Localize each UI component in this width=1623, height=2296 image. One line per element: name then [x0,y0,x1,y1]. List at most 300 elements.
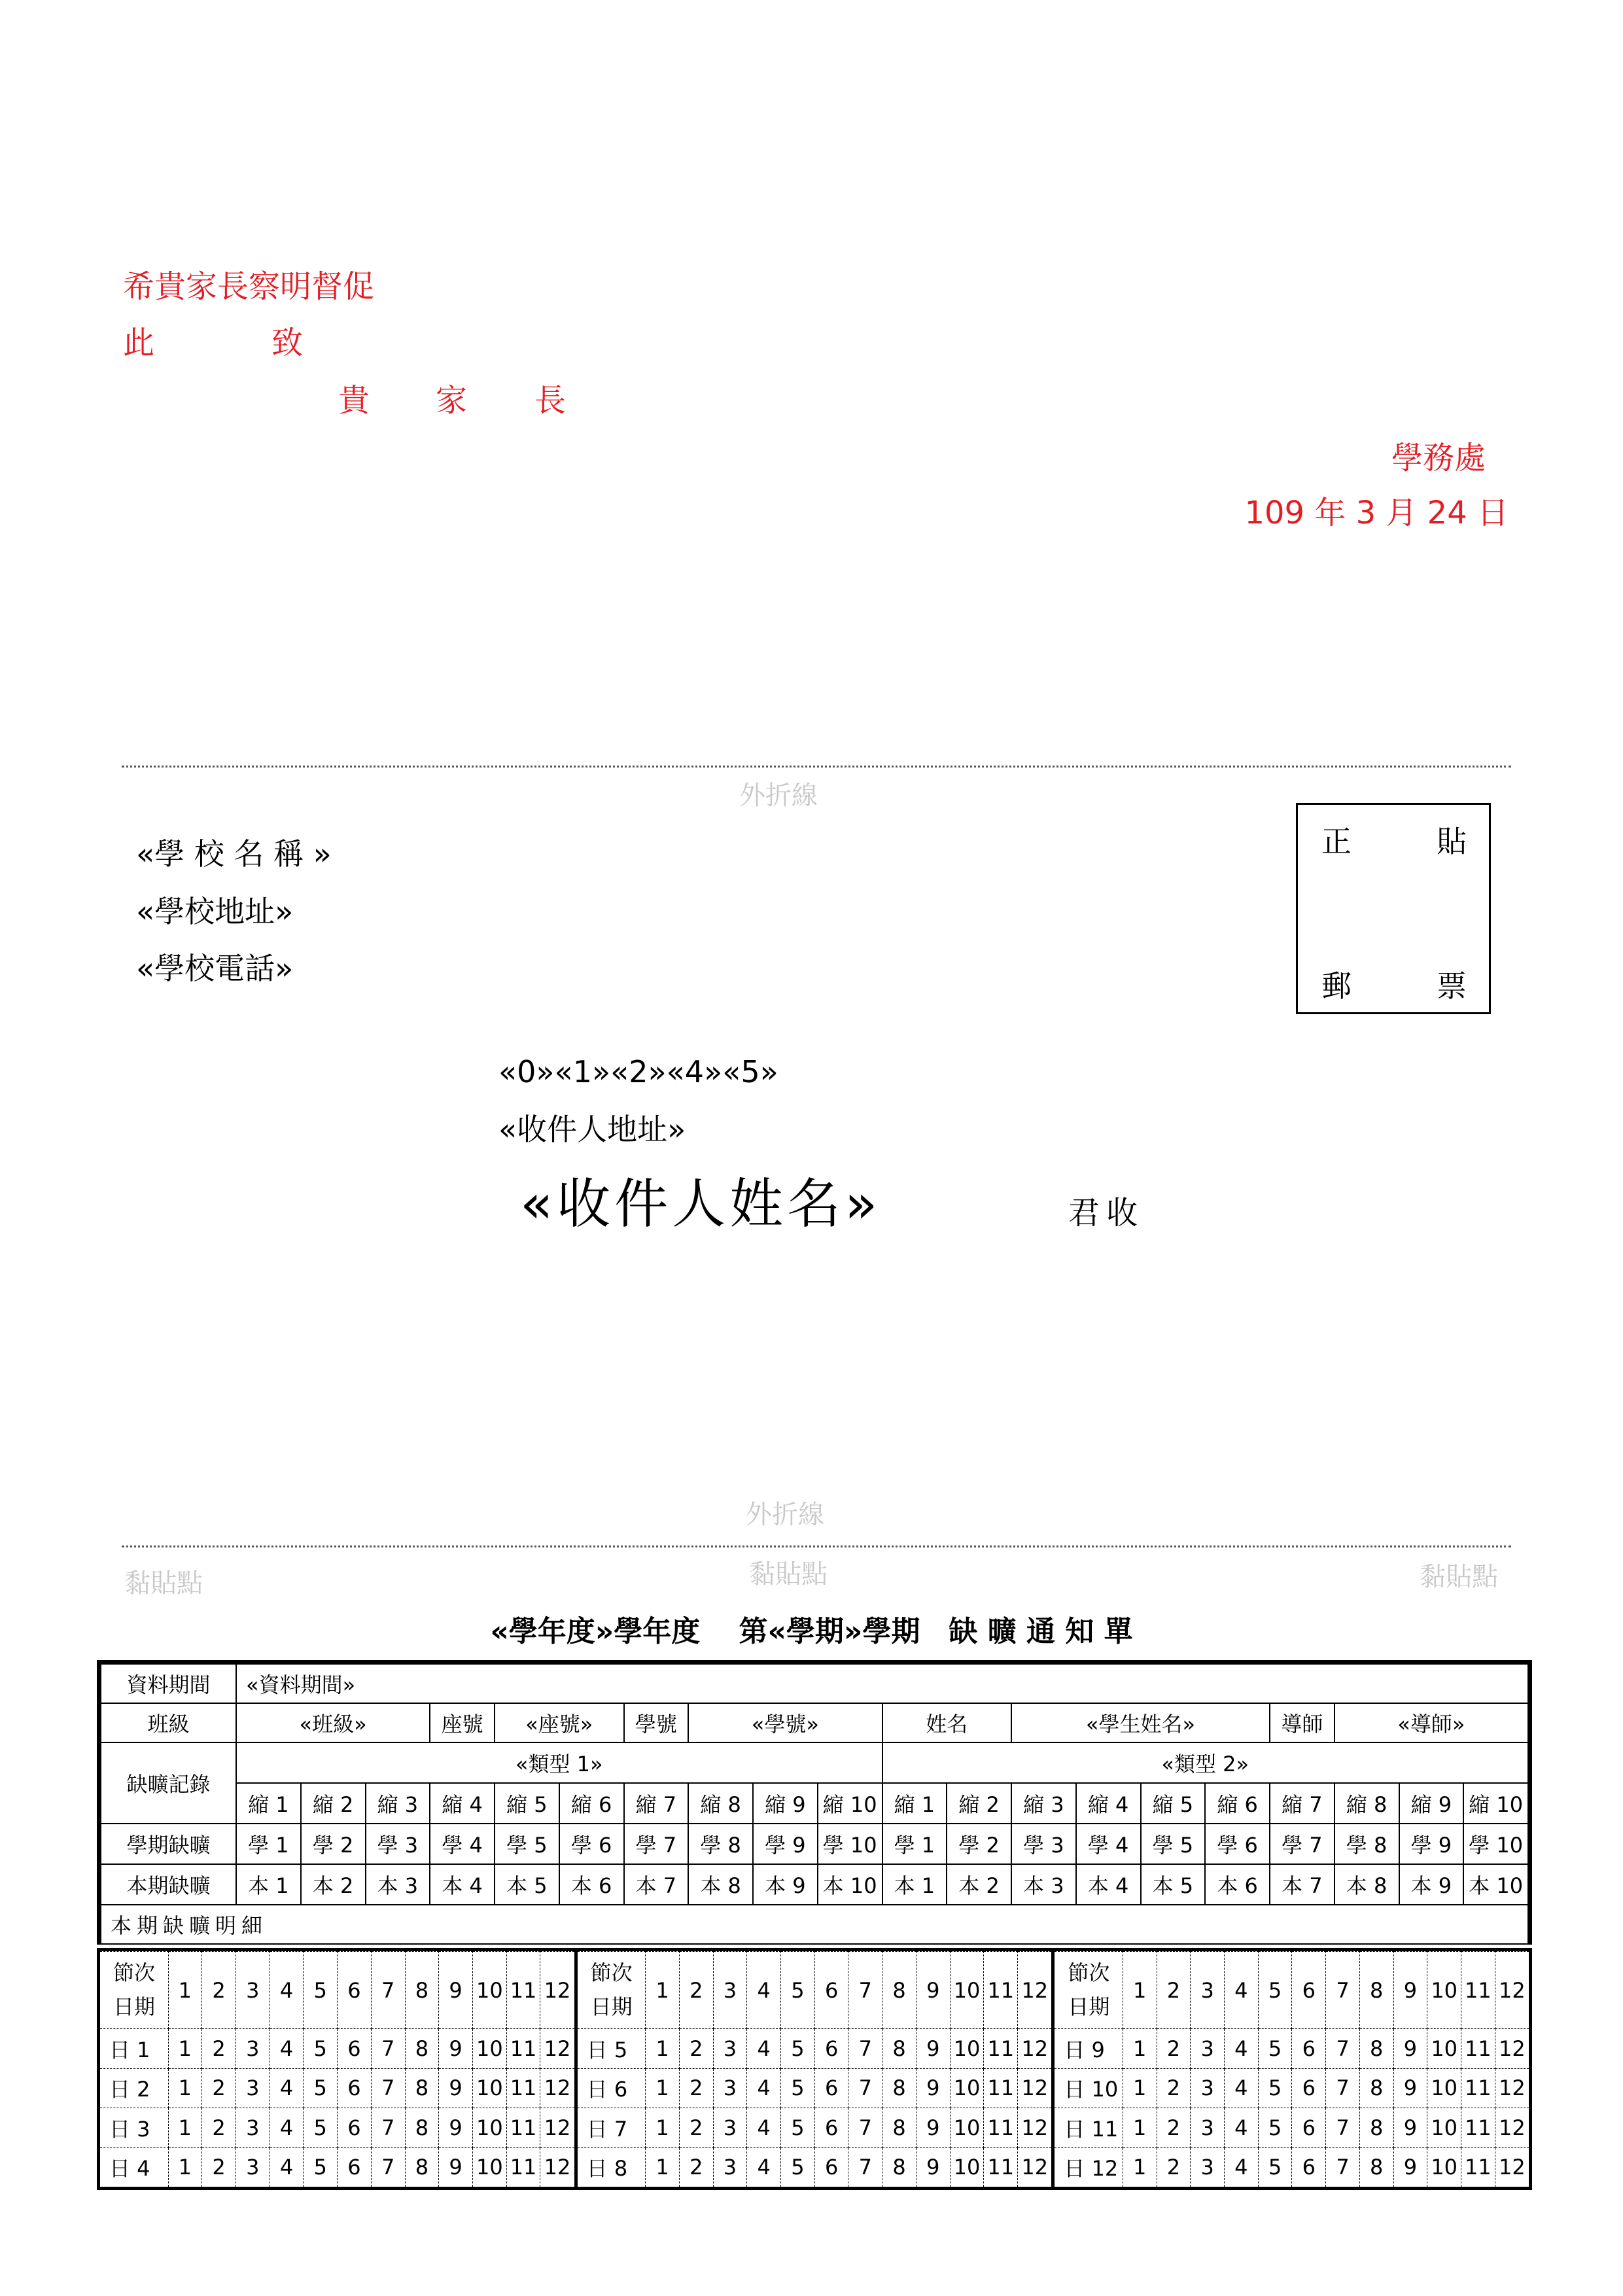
period-header: 11 [506,1952,540,2029]
period-cell: 5 [781,2147,815,2187]
period-cell: 12 [1495,2068,1529,2108]
period-cell: 4 [747,2108,781,2148]
period-cell: 11 [984,2147,1018,2187]
date-cell: 日 10 [1055,2068,1123,2108]
period-header: 9 [439,1952,473,2029]
date-cell: 日 3 [100,2108,168,2148]
period-cell: 4 [1225,2147,1259,2187]
period-cell: 11 [506,2147,540,2187]
period-cell: 3 [236,2029,270,2069]
period-cell: 2 [202,2068,236,2108]
date-label: 日期 [590,1994,633,2019]
stamp-char: 貼 [1437,824,1467,859]
period-cell: 1 [1123,2108,1157,2148]
stamp-char: 票 [1437,968,1467,1004]
record-label: 缺曠記錄 [101,1742,236,1824]
semester-cell: 學 5 [1141,1824,1206,1864]
period-cell: 1 [168,2108,202,2148]
period-cell: 6 [1292,2108,1326,2148]
period-header: 5 [781,1952,815,2029]
period-cell: 6 [338,2147,372,2187]
date-label: 日期 [1068,1994,1110,2019]
period-cell: 4 [747,2068,781,2108]
period-cell: 4 [270,2029,304,2069]
period-header: 8 [882,1952,916,2029]
current-cell: 本 6 [1205,1864,1270,1905]
period-header: 6 [1292,1952,1326,2029]
abbr-cell: 縮 4 [430,1783,495,1824]
period-cell: 2 [1157,2108,1191,2148]
recipient-address: «收件人地址» [498,1112,686,1147]
semester-cell: 學 8 [688,1824,753,1864]
period-date-header [578,1952,646,2029]
abbr-cell: 縮 1 [236,1783,301,1824]
period-cell: 7 [371,2147,405,2187]
current-cell: 本 7 [624,1864,689,1905]
period-cell: 3 [236,2068,270,2108]
period-cell: 6 [338,2068,372,2108]
letter-date: 109 年 3 月 24 日 [1244,495,1509,531]
date-cell: 日 4 [100,2147,168,2187]
period-cell: 2 [679,2147,713,2187]
period-cell: 10 [472,2029,506,2069]
current-cell: 本 6 [559,1864,624,1905]
period-cell: 10 [472,2147,506,2187]
current-cell: 本 9 [1399,1864,1464,1905]
current-cell: 本 5 [1141,1864,1206,1905]
date-cell: 日 6 [578,2068,646,2108]
period-cell: 1 [168,2068,202,2108]
data-period-value: «資料期間» [236,1664,1528,1703]
salutation-jia: 家 [436,382,468,419]
semester-cell: 學 10 [818,1824,882,1864]
period-cell: 4 [747,2147,781,2187]
period-cell: 2 [679,2108,713,2148]
name-value: «學生姓名» [1011,1703,1270,1742]
stamp-char: 正 [1321,824,1352,859]
period-cell: 9 [916,2068,950,2108]
semester-cell: 學 3 [1011,1824,1076,1864]
period-cell: 5 [304,2108,338,2148]
period-header: 12 [1495,1952,1529,2029]
semester-cell: 學 2 [947,1824,1011,1864]
period-header: 1 [1123,1952,1157,2029]
period-cell: 1 [1123,2147,1157,2187]
period-header: 10 [472,1952,506,2029]
glue-point-center: 黏貼點 [749,1559,828,1589]
period-cell: 9 [1393,2068,1427,2108]
abbr-cell: 縮 10 [1463,1783,1528,1824]
date-cell: 日 1 [100,2029,168,2069]
period-cell: 9 [1393,2029,1427,2069]
current-cell: 本 1 [882,1864,947,1905]
period-cell: 4 [270,2147,304,2187]
period-cell: 7 [1326,2068,1360,2108]
period-cell: 1 [1123,2068,1157,2108]
period-cell: 10 [1427,2068,1461,2108]
period-cell: 6 [814,2147,848,2187]
current-cell: 本 9 [753,1864,818,1905]
period-cell: 6 [814,2029,848,2069]
semester-label: 學期缺曠 [101,1824,236,1864]
semester-cell: 學 1 [236,1824,301,1864]
tutor-value: «導師» [1335,1703,1528,1742]
period-cell: 2 [202,2029,236,2069]
current-cell: 本 10 [818,1864,882,1905]
period-cell: 8 [1359,2029,1393,2069]
period-cell: 10 [1427,2029,1461,2069]
period-cell: 5 [304,2068,338,2108]
recipient-name: «收件人姓名» [520,1173,882,1235]
date-cell: 日 9 [1055,2029,1123,2069]
period-header: 7 [371,1952,405,2029]
period-cell: 9 [439,2108,473,2148]
abbr-cell: 縮 10 [818,1783,882,1824]
abbr-cell: 縮 9 [1399,1783,1464,1824]
current-cell: 本 8 [688,1864,753,1905]
date-cell: 日 11 [1055,2108,1123,2148]
period-cell: 8 [882,2029,916,2069]
period-cell: 7 [371,2068,405,2108]
current-label: 本期缺曠 [101,1864,236,1905]
period-cell: 7 [848,2147,882,2187]
period-cell: 2 [202,2108,236,2148]
period-cell: 3 [713,2108,747,2148]
class-value: «班級» [236,1703,430,1742]
period-cell: 3 [1191,2108,1225,2148]
date-cell: 日 12 [1055,2147,1123,2187]
period-cell: 8 [405,2068,439,2108]
period-cell: 9 [916,2147,950,2187]
period-cell: 3 [1191,2068,1225,2108]
semester-cell: 學 9 [1399,1824,1464,1864]
detail-panel [574,1951,1052,2187]
period-cell: 10 [950,2029,984,2069]
period-cell: 11 [984,2029,1018,2069]
period-cell: 8 [882,2108,916,2148]
period-cell: 6 [814,2108,848,2148]
current-cell: 本 7 [1270,1864,1335,1905]
period-cell: 9 [916,2108,950,2148]
period-cell: 5 [781,2068,815,2108]
period-header: 2 [1157,1952,1191,2029]
period-cell: 2 [202,2147,236,2187]
salutation-gui: 貴 [338,382,370,419]
abbr-cell: 縮 3 [1011,1783,1076,1824]
detail-panel [100,1951,574,2187]
period-cell: 12 [1495,2108,1529,2148]
abbr-cell: 縮 1 [882,1783,947,1824]
seat-label: 座號 [430,1703,495,1742]
semester-cell: 學 3 [366,1824,430,1864]
period-label: 節次 [590,1960,633,1986]
stamp-char: 郵 [1321,968,1352,1004]
period-cell: 1 [168,2147,202,2187]
abbr-cell: 縮 6 [1205,1783,1270,1824]
period-cell: 3 [1191,2147,1225,2187]
period-cell: 8 [405,2108,439,2148]
current-cell: 本 4 [430,1864,495,1905]
period-cell: 6 [1292,2147,1326,2187]
period-cell: 8 [1359,2068,1393,2108]
school-phone: «學校電話» [136,951,294,986]
period-cell: 11 [1461,2108,1495,2148]
period-cell: 4 [747,2029,781,2069]
tutor-label: 導師 [1270,1703,1335,1742]
current-cell: 本 1 [236,1864,301,1905]
semester-cell: 學 5 [495,1824,559,1864]
period-date-header [100,1952,168,2029]
stamp-box [1296,803,1491,1014]
school-address: «學校地址» [136,894,294,929]
period-cell: 10 [1427,2108,1461,2148]
period-cell: 4 [1225,2068,1259,2108]
period-cell: 12 [1018,2029,1052,2069]
period-cell: 11 [1461,2068,1495,2108]
period-cell: 5 [781,2108,815,2148]
period-cell: 5 [304,2147,338,2187]
closing-ci: 此 [123,325,155,361]
office-name: 學務處 [1391,440,1486,476]
data-period-label: 資料期間 [101,1664,236,1703]
date-cell: 日 5 [578,2029,646,2069]
period-cell: 12 [1018,2108,1052,2148]
school-name: «學 校 名 稱 » [136,836,332,872]
semester-cell: 學 4 [430,1824,495,1864]
abbr-cell: 縮 7 [1270,1783,1335,1824]
period-cell: 4 [270,2068,304,2108]
period-cell: 3 [236,2108,270,2148]
fold-label-top: 外折線 [739,781,818,811]
period-cell: 5 [781,2029,815,2069]
period-header: 9 [916,1952,950,2029]
period-cell: 11 [506,2068,540,2108]
period-header: 2 [202,1952,236,2029]
period-header: 1 [168,1952,202,2029]
closing-line: 希貴家長察明督促 [123,268,375,305]
period-header: 5 [1258,1952,1292,2029]
period-header: 1 [646,1952,680,2029]
period-cell: 9 [1393,2147,1427,2187]
period-header: 10 [1427,1952,1461,2029]
abbr-cell: 縮 2 [301,1783,366,1824]
period-cell: 11 [984,2068,1018,2108]
period-header: 4 [747,1952,781,2029]
glue-point-right: 黏貼點 [1420,1562,1498,1592]
period-header: 3 [236,1952,270,2029]
period-cell: 3 [1191,2029,1225,2069]
id-value: «學號» [688,1703,882,1742]
period-cell: 5 [1258,2068,1292,2108]
detail-title: 本期缺曠明細 [101,1905,1528,1944]
period-cell: 12 [540,2147,574,2187]
type2-header: «類型 2» [882,1742,1529,1783]
period-cell: 2 [679,2068,713,2108]
period-cell: 12 [540,2068,574,2108]
period-cell: 9 [439,2029,473,2069]
seat-value: «座號» [495,1703,624,1742]
abbr-cell: 縮 9 [753,1783,818,1824]
period-cell: 8 [1359,2108,1393,2148]
period-header: 11 [984,1952,1018,2029]
period-cell: 3 [236,2147,270,2187]
period-header: 7 [848,1952,882,2029]
notice-title: «學年度»學年度 第«學期»學期 缺 曠 通 知 單 [490,1615,1133,1648]
period-cell: 10 [950,2068,984,2108]
period-header: 10 [950,1952,984,2029]
attendance-summary-table [97,1660,1532,1945]
current-cell: 本 3 [366,1864,430,1905]
abbr-cell: 縮 5 [1141,1783,1206,1824]
current-cell: 本 3 [1011,1864,1076,1905]
current-cell: 本 2 [301,1864,366,1905]
date-cell: 日 2 [100,2068,168,2108]
name-label: 姓名 [882,1703,1012,1742]
period-cell: 12 [1018,2068,1052,2108]
current-cell: 本 8 [1335,1864,1399,1905]
period-cell: 6 [814,2068,848,2108]
period-cell: 8 [405,2147,439,2187]
glue-point-left: 黏貼點 [124,1568,203,1598]
period-cell: 7 [1326,2108,1360,2148]
current-cell: 本 2 [947,1864,1011,1905]
semester-cell: 學 9 [753,1824,818,1864]
semester-cell: 學 6 [1205,1824,1270,1864]
period-header: 11 [1461,1952,1495,2029]
period-cell: 3 [713,2068,747,2108]
period-label: 節次 [113,1960,156,1986]
period-cell: 6 [1292,2068,1326,2108]
period-label: 節次 [1068,1960,1110,1986]
period-cell: 1 [168,2029,202,2069]
detail-panel [1051,1951,1529,2187]
abbr-cell: 縮 7 [624,1783,689,1824]
period-date-header [1055,1952,1123,2029]
period-cell: 10 [1427,2147,1461,2187]
current-cell: 本 10 [1463,1864,1528,1905]
period-header: 3 [1191,1952,1225,2029]
period-cell: 7 [1326,2147,1360,2187]
salutation-zhang: 長 [534,382,567,419]
period-cell: 11 [1461,2147,1495,2187]
period-header: 6 [814,1952,848,2029]
date-cell: 日 7 [578,2108,646,2148]
period-cell: 5 [304,2029,338,2069]
period-cell: 7 [371,2108,405,2148]
period-cell: 2 [1157,2068,1191,2108]
semester-cell: 學 7 [624,1824,689,1864]
semester-cell: 學 2 [301,1824,366,1864]
semester-cell: 學 4 [1076,1824,1141,1864]
period-header: 6 [338,1952,372,2029]
current-cell: 本 5 [495,1864,559,1905]
period-cell: 11 [506,2029,540,2069]
period-header: 4 [1225,1952,1259,2029]
recipient-zip: «0»«1»«2»«4»«5» [498,1054,778,1089]
abbr-cell: 縮 8 [688,1783,753,1824]
attendance-detail-grid [97,1948,1532,2190]
period-cell: 7 [848,2029,882,2069]
period-header: 12 [540,1952,574,2029]
abbr-cell: 縮 4 [1076,1783,1141,1824]
period-cell: 10 [472,2068,506,2108]
closing-zhi: 致 [271,325,304,361]
date-cell: 日 8 [578,2147,646,2187]
period-header: 3 [713,1952,747,2029]
period-cell: 7 [848,2108,882,2148]
period-cell: 5 [1258,2029,1292,2069]
period-cell: 1 [646,2147,680,2187]
abbr-cell: 縮 3 [366,1783,430,1824]
period-cell: 12 [1495,2029,1529,2069]
fold-label-bottom: 外折線 [746,1500,824,1530]
type1-header: «類型 1» [236,1742,882,1783]
period-cell: 3 [713,2029,747,2069]
period-cell: 1 [646,2068,680,2108]
period-cell: 1 [646,2029,680,2069]
period-cell: 2 [1157,2147,1191,2187]
period-cell: 6 [1292,2029,1326,2069]
abbr-cell: 縮 2 [947,1783,1011,1824]
period-cell: 9 [916,2029,950,2069]
date-label: 日期 [113,1994,156,2019]
semester-cell: 學 1 [882,1824,947,1864]
period-cell: 12 [1018,2147,1052,2187]
period-cell: 4 [270,2108,304,2148]
period-cell: 6 [338,2108,372,2148]
period-cell: 5 [1258,2147,1292,2187]
period-cell: 12 [540,2029,574,2069]
id-label: 學號 [624,1703,689,1742]
period-header: 2 [679,1952,713,2029]
recipient-suffix: 君收 [1068,1195,1145,1231]
period-cell: 2 [679,2029,713,2069]
period-cell: 3 [713,2147,747,2187]
semester-cell: 學 6 [559,1824,624,1864]
period-header: 4 [270,1952,304,2029]
period-cell: 1 [1123,2029,1157,2069]
period-cell: 5 [1258,2108,1292,2148]
fold-line-top [122,766,1511,768]
period-cell: 11 [984,2108,1018,2148]
fold-line-bottom [122,1545,1511,1547]
period-cell: 9 [439,2147,473,2187]
abbr-cell: 縮 6 [559,1783,624,1824]
period-cell: 12 [1495,2147,1529,2187]
period-header: 8 [1359,1952,1393,2029]
period-cell: 11 [1461,2029,1495,2069]
period-cell: 7 [848,2068,882,2108]
period-cell: 9 [1393,2108,1427,2148]
class-label: 班級 [101,1703,236,1742]
period-cell: 7 [371,2029,405,2069]
period-header: 5 [304,1952,338,2029]
abbr-cell: 縮 8 [1335,1783,1399,1824]
period-header: 7 [1326,1952,1360,2029]
period-cell: 1 [646,2108,680,2148]
semester-cell: 學 8 [1335,1824,1399,1864]
period-cell: 10 [472,2108,506,2148]
period-cell: 10 [950,2108,984,2148]
period-cell: 8 [882,2068,916,2108]
abbr-cell: 縮 5 [495,1783,559,1824]
period-cell: 8 [405,2029,439,2069]
period-cell: 4 [1225,2108,1259,2148]
semester-cell: 學 10 [1463,1824,1528,1864]
period-header: 9 [1393,1952,1427,2029]
period-cell: 7 [1326,2029,1360,2069]
period-cell: 4 [1225,2029,1259,2069]
